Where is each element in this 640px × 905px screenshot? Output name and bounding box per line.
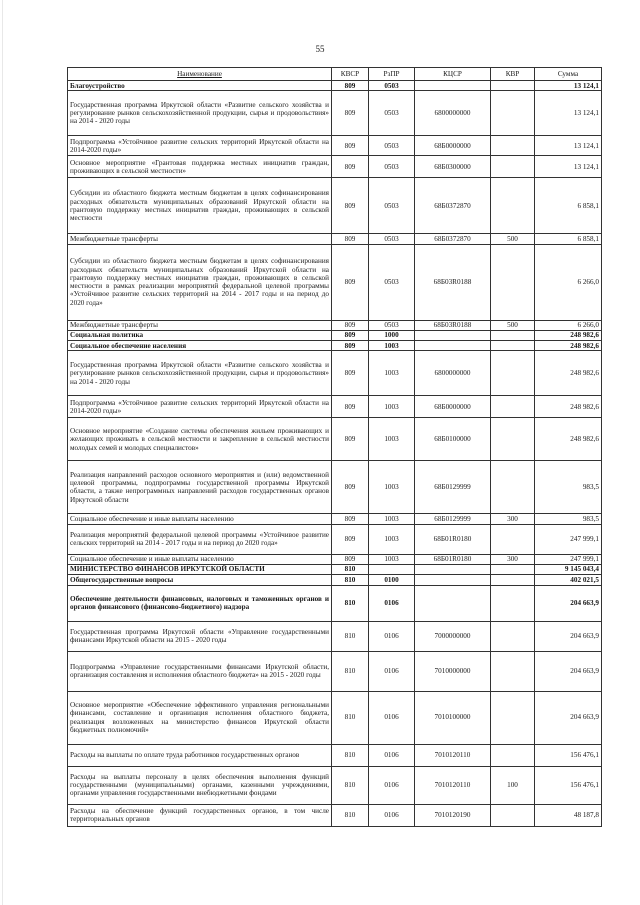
cell-kvsr: 810 — [332, 766, 369, 804]
table-row — [68, 766, 602, 804]
cell-name: Основное мероприятие «Создание системы обеспечения жильем проживающих и желающих проживать в сельской местности и закрепление в сельской местности молодых семей и молодых специалистов» — [68, 418, 332, 461]
table-row — [68, 418, 602, 461]
table-row — [68, 691, 602, 744]
table-row — [68, 351, 602, 396]
cell-sum: 983,5 — [535, 514, 602, 524]
cell-name: Общегосударственные вопросы — [68, 575, 332, 585]
table-row — [68, 575, 602, 585]
cell-name: Социальное обеспечение населения — [68, 341, 332, 351]
cell-name: Государственная программа Иркутской области «Управление государственными финансами Иркутской области на 2015 - 2020 годы — [68, 621, 332, 651]
cell-name: Подпрограмма «Управление государственными финансами Иркутской области, организация составления и исполнения областного бюджета» на 2015 - 2020 годы — [68, 651, 332, 691]
cell-kvsr: 809 — [332, 554, 369, 564]
cell-kvsr: 810 — [332, 804, 369, 826]
cell-kvr: 300 — [491, 554, 535, 564]
table-row — [68, 396, 602, 418]
cell-rzpr: 0106 — [369, 744, 415, 766]
cell-kvsr: 809 — [332, 244, 369, 320]
cell-name: Расходы на выплаты по оплате труда работников государственных органов — [68, 744, 332, 766]
page-number: 55 — [315, 44, 325, 54]
cell-name: Субсидии из областного бюджета местным бюджетам в целях софинансирования расходных обязательств муниципальных образований Иркутской области на грантовую поддержку местных инициатив граждан, проживающих в сельской местности в рамках реализации мероприятий федеральной целевой программы «Устойчивое развитие сельских территорий на 2014 - 2017 годы и на период до 2020 года» — [68, 244, 332, 320]
cell-name: Реализация мероприятий федеральной целевой программы «Устойчивое развитие сельских территорий на 2014 - 2017 годы и на период до 2020 года» — [68, 524, 332, 554]
cell-rzpr: 0106 — [369, 804, 415, 826]
cell-sum: 9 145 043,4 — [535, 564, 602, 574]
cell-kcsr: 7010100000 — [415, 691, 491, 744]
cell-sum: 204 663,9 — [535, 651, 602, 691]
cell-kcsr — [415, 330, 491, 340]
cell-sum: 13 124,1 — [535, 156, 602, 178]
cell-kcsr: 68Б0300000 — [415, 156, 491, 178]
cell-sum: 248 982,6 — [535, 418, 602, 461]
cell-kvsr: 809 — [332, 524, 369, 554]
cell-rzpr: 0503 — [369, 234, 415, 244]
table-row — [68, 330, 602, 340]
column-header-rzpr: РзПР — [369, 68, 415, 81]
cell-rzpr: 1003 — [369, 341, 415, 351]
cell-kcsr: 68Б0372870 — [415, 178, 491, 234]
table-row — [68, 564, 602, 574]
cell-kcsr: 7000000000 — [415, 621, 491, 651]
cell-kvr — [491, 351, 535, 396]
table-row — [68, 514, 602, 524]
cell-rzpr: 1000 — [369, 330, 415, 340]
cell-kvsr: 810 — [332, 621, 369, 651]
cell-rzpr: 0106 — [369, 621, 415, 651]
cell-kvsr: 809 — [332, 81, 369, 91]
table-row — [68, 651, 602, 691]
column-header-kvr: КВР — [491, 68, 535, 81]
cell-sum: 13 124,1 — [535, 91, 602, 136]
cell-kcsr — [415, 564, 491, 574]
cell-kvr: 300 — [491, 514, 535, 524]
cell-kcsr — [415, 81, 491, 91]
page-edge-shadow — [2, 0, 3, 905]
cell-sum: 248 982,6 — [535, 341, 602, 351]
cell-kvr — [491, 91, 535, 136]
cell-kvsr: 810 — [332, 575, 369, 585]
cell-kcsr: 68Б03R0188 — [415, 320, 491, 330]
column-header-kcsr: КЦСР — [415, 68, 491, 81]
cell-kcsr: 68Б0129999 — [415, 461, 491, 514]
cell-sum: 983,5 — [535, 461, 602, 514]
cell-kvr — [491, 341, 535, 351]
cell-rzpr: 0100 — [369, 575, 415, 585]
cell-kcsr — [415, 341, 491, 351]
cell-rzpr: 0106 — [369, 651, 415, 691]
table-row — [68, 178, 602, 234]
cell-kcsr: 68Б0129999 — [415, 514, 491, 524]
cell-kcsr: 68Б01R0180 — [415, 554, 491, 564]
cell-kvr — [491, 575, 535, 585]
cell-kvsr: 809 — [332, 351, 369, 396]
cell-sum: 248 982,6 — [535, 351, 602, 396]
cell-kvsr: 809 — [332, 136, 369, 156]
cell-kvsr: 809 — [332, 320, 369, 330]
cell-kcsr: 68Б03R0188 — [415, 244, 491, 320]
cell-rzpr: 1003 — [369, 351, 415, 396]
cell-sum: 156 476,1 — [535, 744, 602, 766]
cell-name: Государственная программа Иркутской области «Развитие сельского хозяйства и регулирование рынков сельскохозяйственной продукции, сырья и продовольствия» на 2014 - 2020 годы — [68, 351, 332, 396]
cell-rzpr: 1003 — [369, 554, 415, 564]
cell-kvr — [491, 178, 535, 234]
cell-kcsr: 7010000000 — [415, 651, 491, 691]
budget-table — [67, 67, 602, 827]
cell-kvsr: 810 — [332, 651, 369, 691]
cell-rzpr: 0106 — [369, 585, 415, 621]
cell-kvr — [491, 156, 535, 178]
table-row — [68, 554, 602, 564]
cell-kvr — [491, 396, 535, 418]
table-row — [68, 136, 602, 156]
cell-kvr — [491, 461, 535, 514]
cell-kcsr: 68Б01R0180 — [415, 524, 491, 554]
cell-kvr: 500 — [491, 320, 535, 330]
cell-kvsr: 809 — [332, 178, 369, 234]
cell-kcsr: 6800000000 — [415, 351, 491, 396]
cell-rzpr: 0503 — [369, 136, 415, 156]
cell-sum: 6 266,0 — [535, 320, 602, 330]
cell-kvsr: 809 — [332, 514, 369, 524]
table-row — [68, 234, 602, 244]
table-row — [68, 91, 602, 136]
cell-kcsr: 68Б0100000 — [415, 418, 491, 461]
cell-sum: 248 982,6 — [535, 330, 602, 340]
cell-kvsr: 809 — [332, 234, 369, 244]
cell-kvr — [491, 804, 535, 826]
cell-sum: 204 663,9 — [535, 621, 602, 651]
cell-kvr — [491, 524, 535, 554]
table-row — [68, 621, 602, 651]
cell-kvr — [491, 418, 535, 461]
cell-kvsr: 809 — [332, 461, 369, 514]
cell-rzpr: 0106 — [369, 766, 415, 804]
cell-kvsr: 810 — [332, 564, 369, 574]
cell-name: Благоустройство — [68, 81, 332, 91]
cell-kvr: 500 — [491, 234, 535, 244]
cell-kvsr: 810 — [332, 691, 369, 744]
cell-rzpr: 1003 — [369, 524, 415, 554]
cell-name: Межбюджетные трансферты — [68, 234, 332, 244]
cell-rzpr: 1003 — [369, 418, 415, 461]
cell-kvsr: 809 — [332, 156, 369, 178]
cell-kcsr: 7010120110 — [415, 766, 491, 804]
cell-rzpr: 0503 — [369, 244, 415, 320]
cell-sum: 204 663,9 — [535, 585, 602, 621]
cell-kvr — [491, 136, 535, 156]
cell-sum: 204 663,9 — [535, 691, 602, 744]
cell-kcsr: 6800000000 — [415, 91, 491, 136]
cell-rzpr: 0106 — [369, 691, 415, 744]
cell-kvsr: 809 — [332, 330, 369, 340]
table-row — [68, 744, 602, 766]
cell-rzpr: 0503 — [369, 178, 415, 234]
cell-sum: 6 266,0 — [535, 244, 602, 320]
cell-name: Реализация направлений расходов основного мероприятия и (или) ведомственной целевой программы, подпрограммы государственной программы Иркутской области, а также непрограммных направлений расходов государственных органов Иркутской области — [68, 461, 332, 514]
cell-kcsr: 68Б0000000 — [415, 396, 491, 418]
cell-name: МИНИСТЕРСТВО ФИНАНСОВ ИРКУТСКОЙ ОБЛАСТИ — [68, 564, 332, 574]
cell-rzpr: 0503 — [369, 91, 415, 136]
table-row — [68, 320, 602, 330]
table-row — [68, 804, 602, 826]
cell-name: Социальная политика — [68, 330, 332, 340]
cell-rzpr: 1003 — [369, 514, 415, 524]
cell-sum: 247 999,1 — [535, 524, 602, 554]
cell-name: Обеспечение деятельности финансовых, налоговых и таможенных органов и органов финансового (финансово-бюджетного) надзора — [68, 585, 332, 621]
cell-rzpr — [369, 564, 415, 574]
cell-kvr — [491, 744, 535, 766]
cell-kcsr: 68Б0372870 — [415, 234, 491, 244]
table-row — [68, 585, 602, 621]
cell-kvr — [491, 330, 535, 340]
cell-name: Подпрограмма «Устойчивое развитие сельских территорий Иркутской области на 2014-2020 годы» — [68, 136, 332, 156]
table-row — [68, 244, 602, 320]
column-header-sum: Сумма — [535, 68, 602, 81]
cell-sum: 248 982,6 — [535, 396, 602, 418]
table-row — [68, 341, 602, 351]
cell-rzpr: 0503 — [369, 81, 415, 91]
cell-kvr — [491, 244, 535, 320]
cell-rzpr: 1003 — [369, 461, 415, 514]
column-header-name: Наименование — [68, 68, 332, 81]
cell-name: Социальное обеспечение и иные выплаты населению — [68, 554, 332, 564]
cell-sum: 6 858,1 — [535, 234, 602, 244]
cell-rzpr: 0503 — [369, 320, 415, 330]
cell-sum: 247 999,1 — [535, 554, 602, 564]
table-row — [68, 81, 602, 91]
cell-kvr — [491, 564, 535, 574]
cell-rzpr: 0503 — [369, 156, 415, 178]
cell-name: Основное мероприятие «Грантовая поддержка местных инициатив граждан, проживающих в сельской местности» — [68, 156, 332, 178]
cell-kvr — [491, 585, 535, 621]
cell-sum: 402 021,5 — [535, 575, 602, 585]
cell-sum: 13 124,1 — [535, 136, 602, 156]
cell-kcsr — [415, 575, 491, 585]
cell-kvsr: 809 — [332, 418, 369, 461]
cell-kcsr: 7010120110 — [415, 744, 491, 766]
cell-kvr — [491, 621, 535, 651]
cell-sum: 48 187,8 — [535, 804, 602, 826]
cell-name: Межбюджетные трансферты — [68, 320, 332, 330]
cell-name: Государственная программа Иркутской области «Развитие сельского хозяйства и регулирование рынков сельскохозяйственной продукции, сырья и продовольствия» на 2014 - 2020 годы — [68, 91, 332, 136]
cell-kvsr: 809 — [332, 341, 369, 351]
cell-name: Субсидии из областного бюджета местным бюджетам в целях софинансирования расходных обязательств муниципальных образований Иркутской области на грантовую поддержку местных инициатив граждан, проживающих в сельской местности — [68, 178, 332, 234]
cell-kvsr: 810 — [332, 585, 369, 621]
cell-rzpr: 1003 — [369, 396, 415, 418]
cell-sum: 6 858,1 — [535, 178, 602, 234]
cell-name: Основное мероприятие «Обеспечение эффективного управления региональными финансами, составление и организация исполнения областного бюджета, реализация возложенных на министерство финансов Иркутской области бюджетных полномочий» — [68, 691, 332, 744]
cell-kvsr: 809 — [332, 91, 369, 136]
table-header-row — [68, 68, 602, 81]
cell-name: Подпрограмма «Устойчивое развитие сельских территорий Иркутской области на 2014-2020 годы» — [68, 396, 332, 418]
cell-kcsr — [415, 585, 491, 621]
cell-kcsr: 7010120190 — [415, 804, 491, 826]
table-row — [68, 524, 602, 554]
cell-name: Социальное обеспечение и иные выплаты населению — [68, 514, 332, 524]
cell-name: Расходы на выплаты персоналу в целях обеспечения выполнения функций государственными (муниципальными) органами, казенными учреждениями, органами управления государственными внебюджетными фондами — [68, 766, 332, 804]
cell-sum: 13 124,1 — [535, 81, 602, 91]
column-header-kvsr: КВСР — [332, 68, 369, 81]
cell-name: Расходы на обеспечение функций государственных органов, в том числе территориальных органов — [68, 804, 332, 826]
cell-kvr — [491, 691, 535, 744]
cell-sum: 156 476,1 — [535, 766, 602, 804]
cell-kvsr: 809 — [332, 396, 369, 418]
cell-kvr — [491, 651, 535, 691]
cell-kcsr: 68Б0000000 — [415, 136, 491, 156]
cell-kvsr: 810 — [332, 744, 369, 766]
cell-kvr — [491, 81, 535, 91]
table-row — [68, 156, 602, 178]
table-row — [68, 461, 602, 514]
cell-kvr: 100 — [491, 766, 535, 804]
